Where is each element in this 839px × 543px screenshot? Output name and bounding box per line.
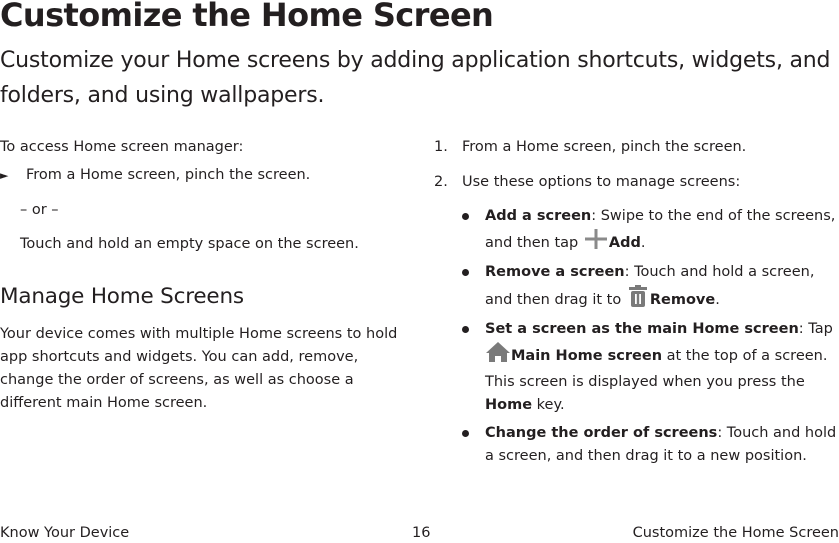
option-term: Change the order of screens [485, 425, 718, 441]
action-remove: Remove [649, 292, 716, 308]
trash-icon [626, 284, 650, 316]
alt-instruction: Touch and hold an empty space on the screen. [20, 236, 359, 252]
option-term: Set a screen as the main Home screen [485, 321, 799, 337]
access-intro: To access Home screen manager: [0, 139, 244, 155]
bullet-dot-icon [462, 326, 469, 333]
action-add: Add [608, 235, 641, 251]
step-text: Use these options to manage screens: [462, 174, 741, 190]
bullet-dot-icon [462, 269, 469, 276]
section-body: Your device comes with multiple Home screens to hold app shortcuts and widgets. You can add, remove, change the order of screens, as well as choose a different main Home screen. [0, 326, 398, 411]
option-term: Remove a screen [485, 264, 625, 280]
action-main-home-screen: Main Home screen [511, 348, 663, 364]
footer-page-number: 16 [412, 525, 431, 541]
step-number: 2. [434, 174, 448, 190]
bullet-arrow-icon: ► [0, 169, 9, 182]
home-icon [485, 341, 511, 371]
access-bullet-text: From a Home screen, pinch the screen. [26, 167, 311, 183]
footer-right: Customize the Home Screen [632, 525, 839, 541]
plus-icon [583, 228, 609, 258]
bullet-dot-icon [462, 213, 469, 220]
access-bullet [0, 165, 310, 186]
step-number: 1. [434, 139, 448, 155]
footer-left: Know Your Device [0, 525, 130, 541]
option-text: : Touch and hold a screen, and then drag it to a new position. [485, 425, 837, 464]
step-text: From a Home screen, pinch the screen. [462, 139, 747, 155]
option-term: Add a screen [485, 208, 592, 224]
option-text: : Touch and hold a screen, and then drag it to [485, 264, 815, 308]
bullet-dot-icon [462, 430, 469, 437]
option-text: : Tap [798, 321, 833, 337]
home-key-label: Home [485, 397, 533, 413]
option-text: : Swipe to the end of the screens, and then tap [485, 208, 836, 251]
section-heading: Manage Home Screens [0, 284, 244, 309]
page-title: Customize the Home Screen [0, 0, 494, 34]
page-intro: Customize your Home screens by adding application shortcuts, widgets, and folders, and using wallpapers. [0, 48, 831, 108]
or-separator: – or – [20, 202, 59, 218]
